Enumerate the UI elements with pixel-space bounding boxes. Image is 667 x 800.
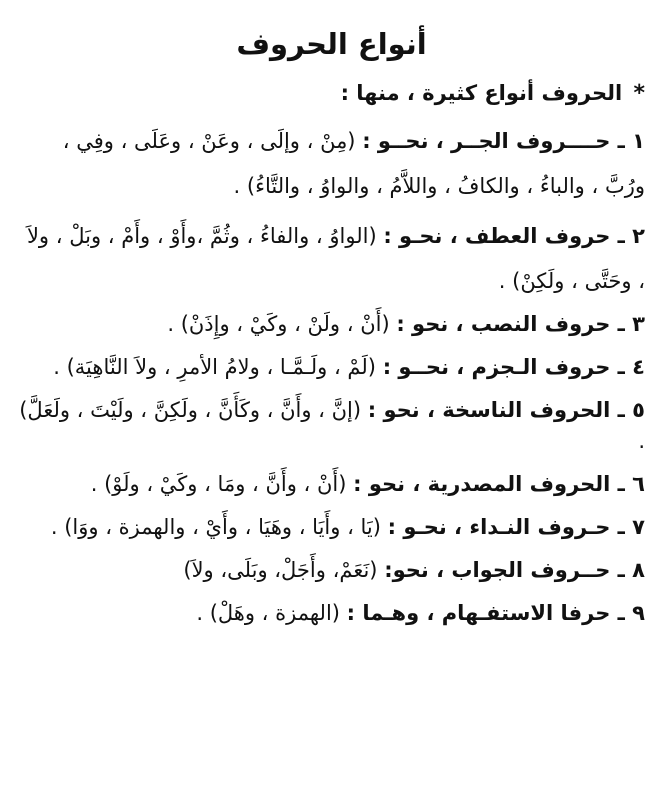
- item-heading: ٢ ـ حروف العطف ، نحـو :: [383, 224, 645, 248]
- list-item: [18, 309, 645, 340]
- list-item: [18, 512, 645, 543]
- list-item: [18, 119, 645, 209]
- item-examples: (يَا ، وأَيَا ، وهَيَا ، وأَيْ ، والهمزة ، ووَا) .: [50, 515, 381, 539]
- item-heading: ٨ ـ حــروف الجواب ، نحو:: [384, 558, 645, 582]
- item-examples: (لَمْ ، ولَـمَّـا ، ولامُ الأمرِ ، ولاَ النَّاهِيَة) .: [53, 355, 377, 379]
- item-heading: ٥ ـ الحروف الناسخة ، نحو :: [367, 398, 645, 422]
- list-item: [18, 395, 645, 457]
- list-item: [18, 214, 645, 304]
- item-examples: (الواوُ ، والفاءُ ، وثُمَّ ،وأَوْ ، وأَمْ ، وبَلْ ، ولاَ ، وحَتَّى ، ولَكِنْ) .: [26, 224, 645, 293]
- item-examples: (أَنْ ، وأَنَّ ، ومَا ، وكَيْ ، ولَوْ) .: [90, 472, 347, 496]
- list-item: [18, 352, 645, 383]
- intro-text: الحروف أنواع كثيرة ، منها :: [340, 81, 623, 105]
- item-examples: (الهمزة ، وهَلْ) .: [196, 601, 340, 625]
- item-heading: ١ ـ حــــروف الجــر ، نحــو :: [362, 129, 645, 153]
- item-heading: ٦ ـ الحروف المصدرية ، نحو :: [353, 472, 645, 496]
- item-examples: (نَعَمْ، وأَجَلْ، وبَلَى، ولاَ): [183, 558, 378, 582]
- item-heading: ٩ ـ حرفا الاستفـهام ، وهـما :: [346, 601, 645, 625]
- item-heading: ٤ ـ حروف الـجزم ، نحــو :: [382, 355, 645, 379]
- page-title: أنواع الحروف: [236, 27, 427, 61]
- item-examples: (مِنْ ، وإلَى ، وعَنْ ، وعَلَى ، وفِي ، ورُبَّ ، والباءُ ، والكافُ ، واللاَّمُ ، والواوُ ، والتَّاءُ) .: [62, 129, 645, 198]
- asterisk-icon: *: [633, 81, 645, 106]
- item-heading: ٧ ـ حـروف النـداء ، نحـو :: [387, 515, 645, 539]
- list-item: [18, 598, 645, 629]
- intro-paragraph: [18, 76, 645, 111]
- item-examples: (أَنْ ، ولَنْ ، وكَيْ ، وإِذَنْ) .: [167, 312, 390, 336]
- list-item: [18, 555, 645, 586]
- list-item: [18, 469, 645, 500]
- item-heading: ٣ ـ حروف النصب ، نحو :: [396, 312, 645, 336]
- letter-types-list: [18, 119, 645, 629]
- item-examples: (إنَّ ، وأَنَّ ، وكَأَنَّ ، ولَكِنَّ ، ولَيْتَ ، ولَعَلَّ) .: [19, 398, 645, 453]
